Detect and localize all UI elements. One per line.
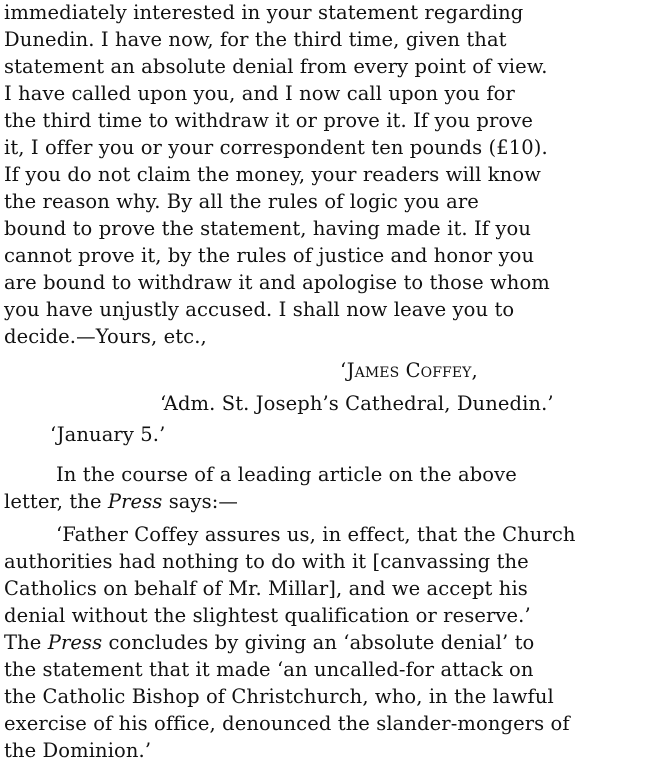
quote-line: denial without the slightest qualification or reserve.’ xyxy=(4,604,531,627)
signature-name: ‘James Coffey, xyxy=(340,359,478,382)
quote-line: exercise of his office, denounced the slander-mongers of xyxy=(4,712,570,735)
signature-date: ‘January 5.’ xyxy=(50,423,166,446)
text-line: If you do not claim the money, your readers will know xyxy=(4,163,541,186)
text-line: I have called upon you, and I now call upon you for xyxy=(4,82,515,105)
text-line: Dunedin. I have now, for the third time, given that xyxy=(4,28,507,51)
quote-line: the Dominion.’ xyxy=(4,739,152,760)
text-line: cannot prove it, by the rules of justice and honor you xyxy=(4,244,535,267)
paragraph-fragment: says:— xyxy=(162,490,239,513)
quote-line: the statement that it made ‘an uncalled-for attack on xyxy=(4,658,534,681)
quote-line: authorities had nothing to do with it [canvassing the xyxy=(4,550,529,573)
quote-fragment: The xyxy=(4,631,48,654)
text-line: bound to prove the statement, having made it. If you xyxy=(4,217,532,240)
quote-line xyxy=(4,630,665,655)
quote-fragment: concludes by giving an ‘absolute denial’ to xyxy=(102,631,535,654)
press-title: Press xyxy=(47,631,103,654)
text-line: statement an absolute denial from every point of view. xyxy=(4,55,548,78)
quote-line: Catholics on behalf of Mr. Millar], and we accept his xyxy=(4,577,528,600)
paragraph-fragment: letter, the xyxy=(4,490,108,513)
text-line: immediately interested in your statement regarding xyxy=(4,1,524,24)
text-line: are bound to withdraw it and apologise to those whom xyxy=(4,271,550,294)
press-title: Press xyxy=(107,490,163,513)
text-line: it, I offer you or your correspondent ten pounds (£10). xyxy=(4,136,548,159)
text-line: the third time to withdraw it or prove it. If you prove xyxy=(4,109,534,132)
paragraph-line xyxy=(4,489,665,514)
paragraph-line: In the course of a leading article on the above xyxy=(56,463,517,486)
quote-line: ‘Father Coffey assures us, in effect, that the Church xyxy=(56,523,576,546)
text-line: you have unjustly accused. I shall now leave you to xyxy=(4,298,515,321)
text-line: decide.—Yours, etc., xyxy=(4,325,207,348)
quote-line: the Catholic Bishop of Christchurch, who, in the lawful xyxy=(4,685,554,708)
text-line: the reason why. By all the rules of logic you are xyxy=(4,190,479,213)
signature-address: ‘Adm. St. Joseph’s Cathedral, Dunedin.’ xyxy=(160,392,554,415)
